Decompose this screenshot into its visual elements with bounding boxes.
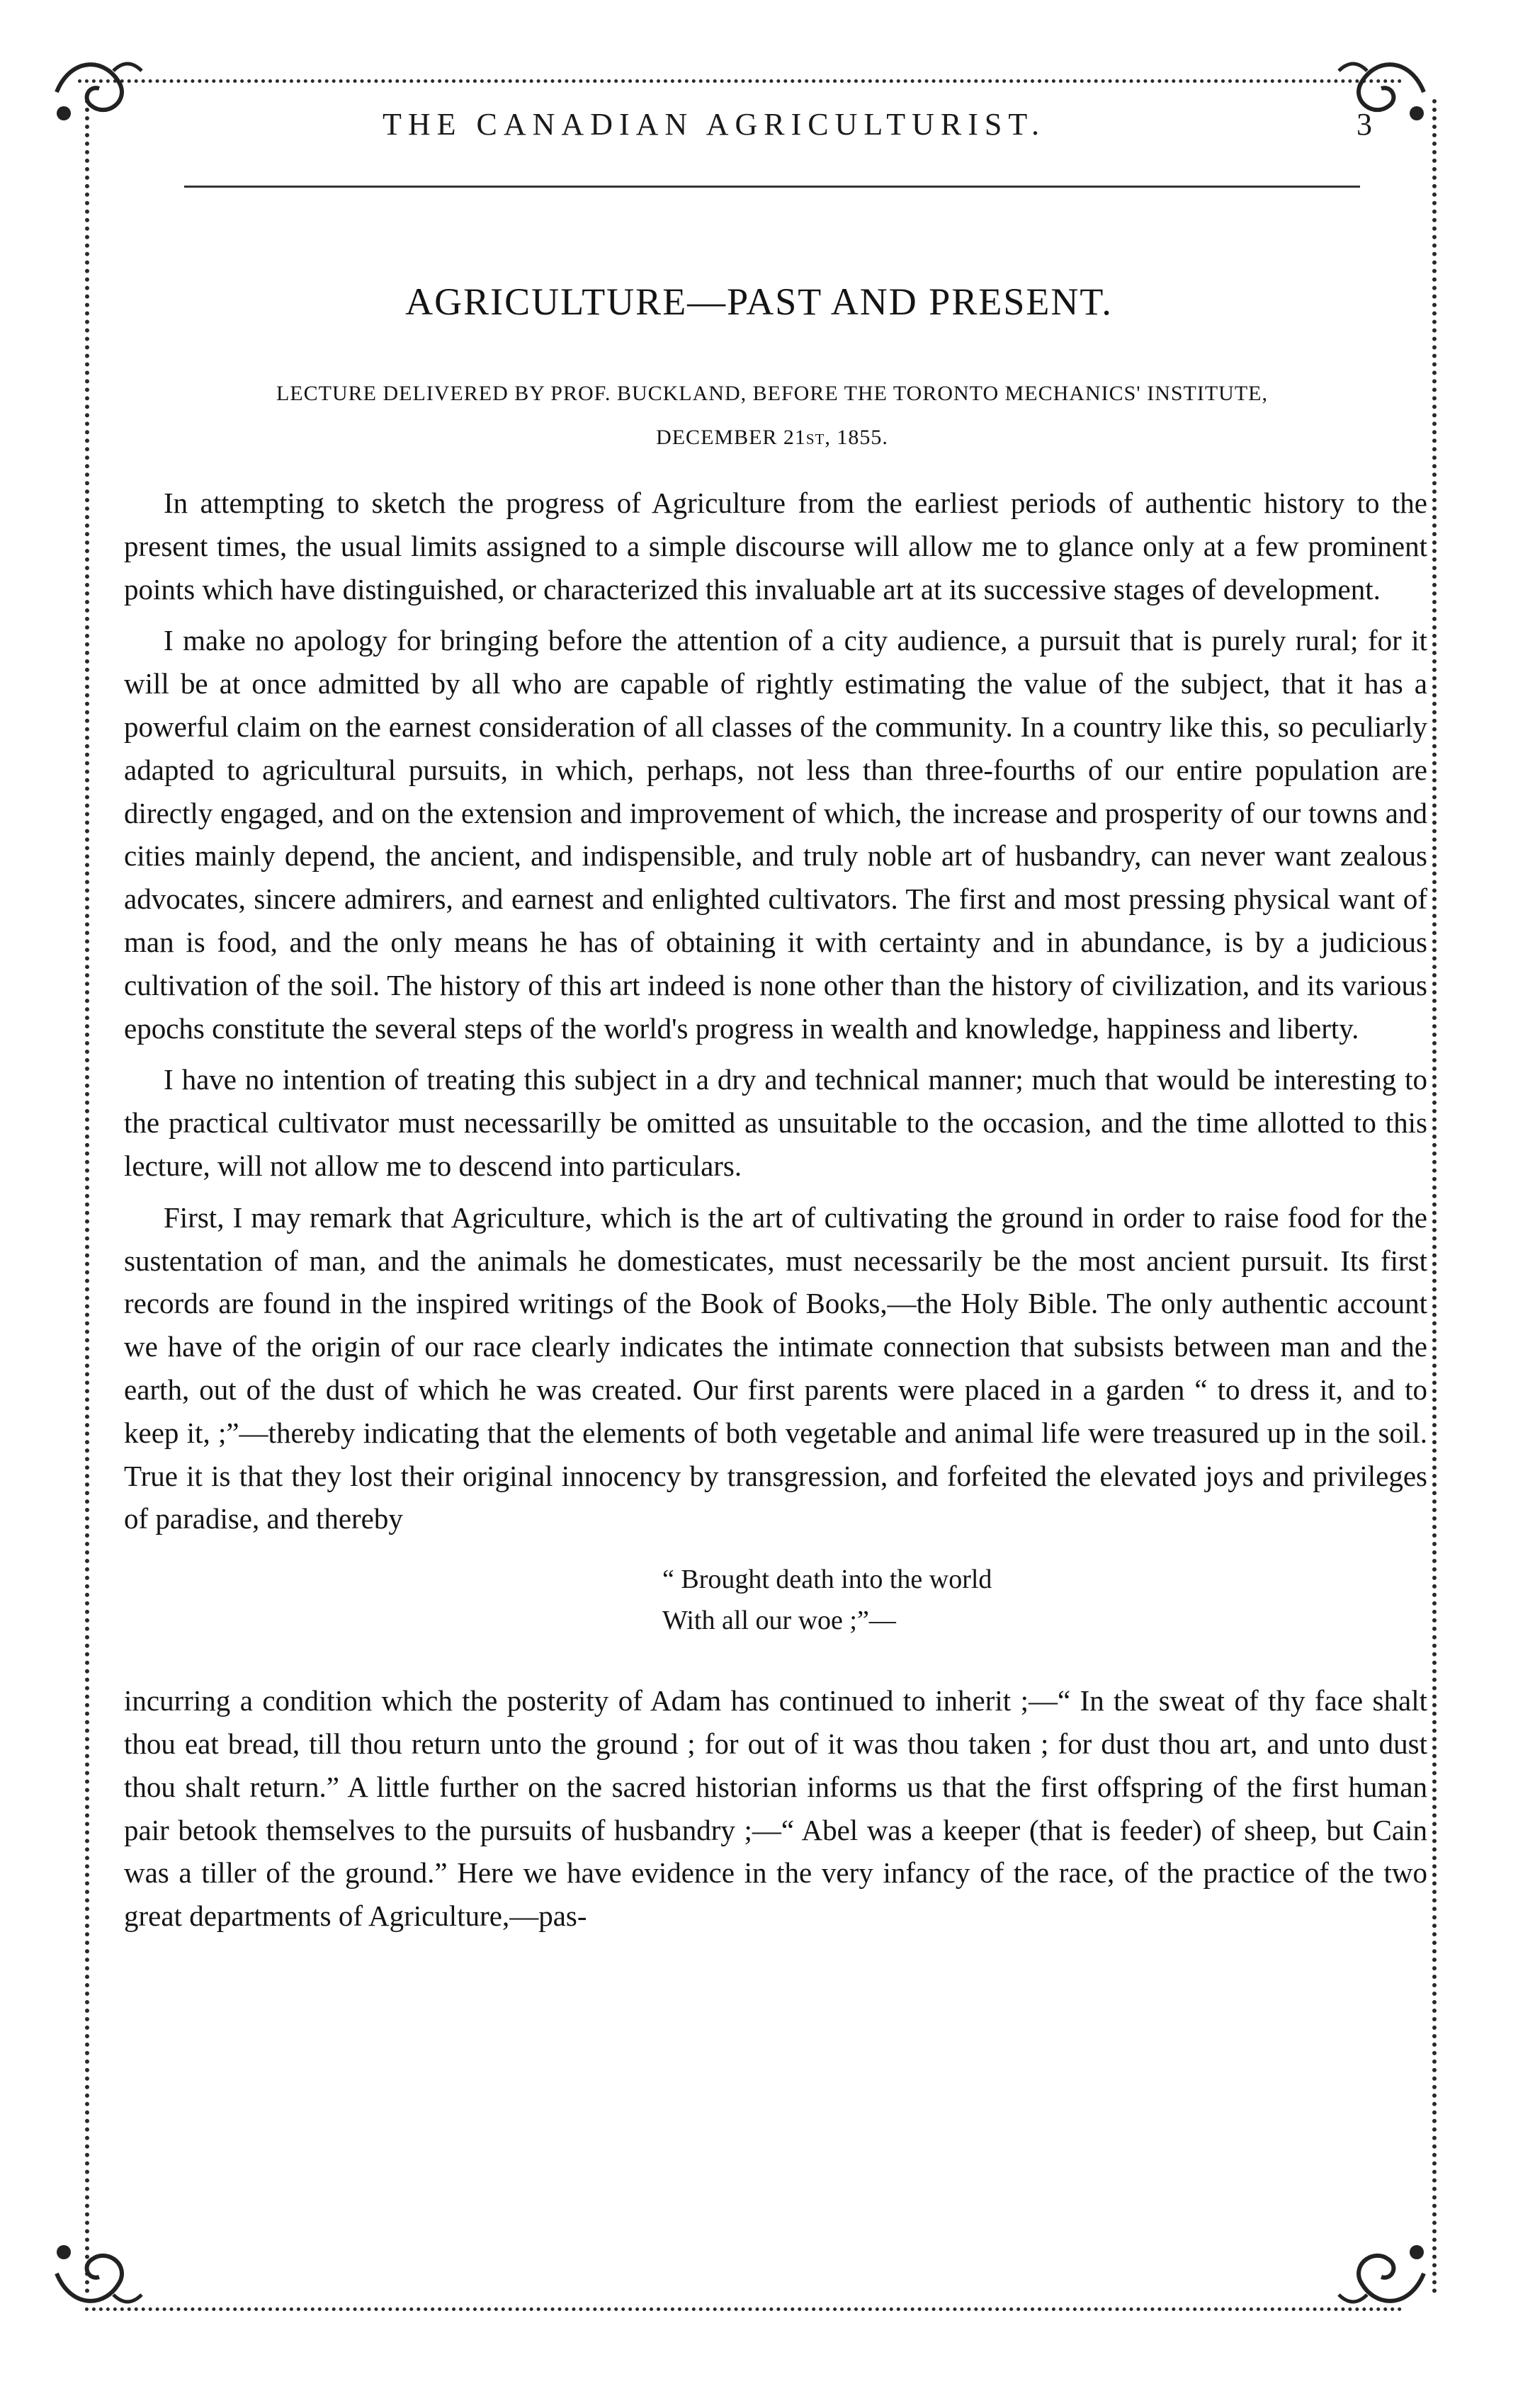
- verse-line: “ Brought death into the world: [662, 1564, 992, 1595]
- header-rule: [184, 186, 1360, 188]
- article-subtitle: [163, 372, 1381, 460]
- subtitle-date: DECEMBER 21st, 1855.: [656, 426, 888, 449]
- corner-ornament-icon: [1332, 50, 1438, 135]
- article-title: AGRICULTURE—PAST AND PRESENT.: [405, 280, 1113, 323]
- running-head-title: THE CANADIAN AGRICULTURIST.: [383, 107, 1046, 142]
- verse-line: With all our woe ;”—: [662, 1606, 896, 1636]
- corner-ornament-icon: [43, 2231, 149, 2316]
- paragraph: In attempting to sketch the progress of Agriculture from the earliest periods of authentic history to the present times, the usual limits assigned to a simple discourse will allow me to glance only at a few prominent points which have distinguished, or characterized this invaluable art at its successive stages of development.: [124, 487, 1427, 606]
- page-number: 3: [1356, 107, 1372, 142]
- corner-ornament-icon: [1332, 2231, 1438, 2316]
- subtitle-line: LECTURE DELIVERED BY PROF. BUCKLAND, BEFORE THE TORONTO MECHANICS' INSTITUTE,: [276, 382, 1269, 405]
- paragraph: First, I may remark that Agriculture, which is the art of cultivating the ground in order to raise food for the sustentation of man, and the animals he domesticates, must necessarily be the most ancient pursuit. Its first records are found in the inspired writings of the Book of Books,—the Holy Bible. The only authentic account we have of the origin of our race clearly indicates the intimate connection that subsists between man and the earth, out of the dust of which he was created. Our first parents were placed in a garden “ to dress it, and to keep it, ;”—thereby indicating that the elements of both vegetable and animal life were treasured up in the soil. True it is that they lost their original innocency by transgression, and forfeited the elevated joys and privileges of paradise, and thereby: [124, 1200, 1427, 1535]
- paragraph: I make no apology for bringing before the attention of a city audience, a pursuit that is purely rural; for it will be at once admitted by all who are capable of rightly estimating the value of the subject, that it has a powerful claim on the earnest consideration of all classes of the community. In a country like this, so peculiarly adapted to agricultural pursuits, in which, perhaps, not less than three-fourths of our entire population are directly engaged, and on the extension and improvement of which, the increase and prosperity of our towns and cities mainly depend, the ancient, and indispensible, and truly noble art of husbandry, can never want zealous advocates, sincere admirers, and earnest and enlighted cultivators. The first and most pressing physical want of man is food, and the only means he has of obtaining it with certainty and in abundance, is by a judicious cultivation of the soil. The history of this art indeed is none other than the history of civilization, and its various epochs constitute the several steps of the world's progress in wealth and knowledge, happiness and liberty.: [124, 624, 1427, 1045]
- ornamental-border-right: [1432, 99, 1437, 2295]
- verse-quotation: [124, 1559, 1427, 1641]
- ornamental-border-left: [85, 99, 89, 2295]
- corner-ornament-icon: [43, 50, 149, 135]
- paragraph-continuation: incurring a condition which the posterity of Adam has continued to inherit ;—“ In the sweat of thy face shalt thou eat bread, till thou return unto the ground ; for out of it was thou taken ; for dust thou art, and unto dust thou shalt return.” A little further on the sacred historian informs us that the first offspring of the first human pair betook themselves to the pursuits of husbandry ;—“ Abel was a keeper (that is feeder) of sheep, but Cain was a tiller of the ground.” Here we have evidence in the very infancy of the race, of the practice of the two great departments of Agriculture,—pas-: [124, 1684, 1427, 1933]
- ornamental-border-bottom: [85, 2307, 1403, 2311]
- article-body: [124, 482, 1427, 1946]
- paragraph: I have no intention of treating this subject in a dry and technical manner; much that would be interesting to the practical cultivator must necessarilly be omitted as unsuitable to the occasion, and the time allotted to this lecture, will not allow me to descend into particulars.: [124, 1063, 1427, 1182]
- ornamental-border-top: [78, 79, 1403, 83]
